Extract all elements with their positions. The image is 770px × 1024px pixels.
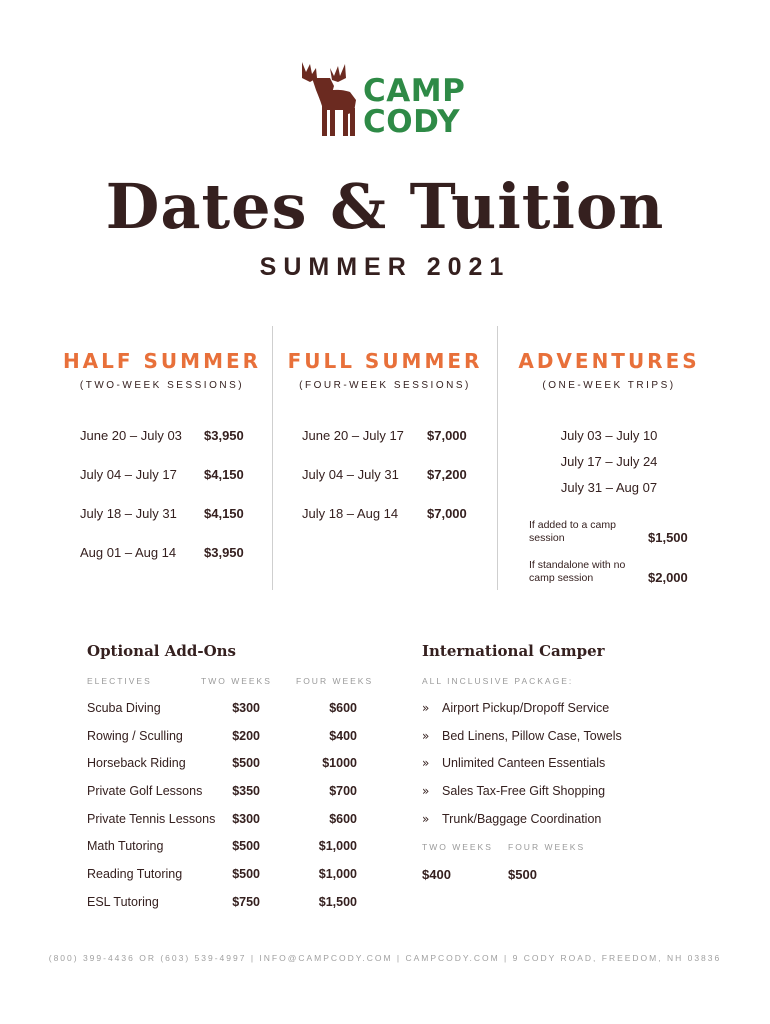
adventure-option-label: If standalone with no camp session [529, 559, 626, 584]
addon-name: Horseback Riding [87, 756, 186, 770]
half-row-dates: Aug 01 – Aug 14 [80, 545, 177, 560]
bullet-icon: » [422, 784, 430, 798]
full-row-dates: July 04 – July 31 [302, 467, 399, 482]
addon-name: Scuba Diving [87, 701, 161, 715]
addon-four: $600 [329, 701, 357, 715]
page-subtitle: SUMMER 2021 [259, 253, 511, 281]
divider-2 [497, 326, 498, 590]
half-summer-sub: (TWO-WEEK SESSIONS) [79, 380, 245, 391]
addons-col-two: TWO WEEKS [201, 676, 272, 686]
addon-two: $300 [232, 812, 260, 826]
package-item: Sales Tax-Free Gift Shopping [442, 784, 606, 798]
addon-name: Math Tutoring [87, 839, 164, 853]
half-row-price: $3,950 [204, 545, 244, 560]
bullet-icon: » [422, 756, 430, 770]
bullet-icon: » [422, 729, 430, 743]
international-price-two: $400 [422, 867, 451, 882]
adventure-date: July 17 – July 24 [560, 454, 658, 469]
full-summer-heading: FULL SUMMER [287, 349, 483, 373]
addon-name: ESL Tutoring [87, 895, 159, 909]
half-row-price: $4,150 [204, 467, 244, 482]
international-price-four: $500 [508, 867, 537, 882]
footer-contact: (800) 399-4436 OR (603) 539-4997 | INFO@CAMPCODY.COM | CAMPCODY.COM | 9 CODY ROAD, FREEDOM, NH 03836 [48, 953, 722, 963]
addon-two: $300 [232, 701, 260, 715]
bullet-icon: » [422, 812, 430, 826]
page-title: Dates & Tuition [105, 170, 665, 243]
international-package-label: ALL INCLUSIVE PACKAGE: [422, 676, 574, 686]
full-row-price: $7,000 [427, 428, 467, 443]
addon-two: $500 [232, 867, 260, 881]
addon-two: $750 [232, 895, 260, 909]
full-row-dates: July 18 – Aug 14 [302, 506, 399, 521]
addon-name: Private Golf Lessons [87, 784, 203, 798]
international-heading: International Camper [422, 642, 605, 660]
brand-line1: CAMP [363, 73, 466, 109]
addons-col-electives: ELECTIVES [87, 676, 152, 686]
bullet-icon: » [422, 701, 430, 715]
addon-two: $350 [232, 784, 260, 798]
addon-two: $200 [232, 729, 260, 743]
addon-two: $500 [232, 756, 260, 770]
addon-four: $1,500 [318, 895, 357, 909]
logo [290, 60, 358, 142]
half-summer-heading: HALF SUMMER [62, 349, 262, 373]
adventure-date: July 03 – July 10 [560, 428, 658, 443]
package-item: Airport Pickup/Dropoff Service [442, 701, 610, 715]
half-row-dates: July 18 – July 31 [80, 506, 177, 521]
package-item: Unlimited Canteen Essentials [442, 756, 606, 770]
international-col-two: TWO WEEKS [422, 842, 493, 852]
addon-name: Reading Tutoring [87, 867, 183, 881]
international-col-four: FOUR WEEKS [508, 842, 586, 852]
addon-four: $400 [329, 729, 357, 743]
addon-name: Rowing / Sculling [87, 729, 183, 743]
half-row-price: $4,150 [204, 506, 244, 521]
adventure-option-price: $2,000 [648, 570, 688, 585]
adventures-heading: ADVENTURES [518, 349, 700, 373]
addon-four: $1000 [322, 756, 357, 770]
divider-1 [272, 326, 273, 590]
addon-four: $700 [329, 784, 357, 798]
addon-four: $1,000 [318, 839, 357, 853]
moose-icon [290, 60, 358, 138]
package-item: Bed Linens, Pillow Case, Towels [442, 729, 622, 743]
adventures-sub: (ONE-WEEK TRIPS) [542, 380, 676, 391]
addon-name: Private Tennis Lessons [87, 812, 216, 826]
full-row-price: $7,000 [427, 506, 467, 521]
package-item: Trunk/Baggage Coordination [442, 812, 602, 826]
addon-two: $500 [232, 839, 260, 853]
full-summer-sub: (FOUR-WEEK SESSIONS) [299, 380, 471, 391]
full-row-dates: June 20 – July 17 [302, 428, 404, 443]
addons-heading: Optional Add-Ons [87, 642, 236, 660]
adventure-option-price: $1,500 [648, 530, 688, 545]
half-row-price: $3,950 [204, 428, 244, 443]
brand-line2: CODY [363, 104, 461, 140]
adventure-option-label: If added to a camp session [529, 519, 616, 544]
adventure-date: July 31 – Aug 07 [560, 480, 658, 495]
addon-four: $600 [329, 812, 357, 826]
half-row-dates: June 20 – July 03 [80, 428, 182, 443]
half-row-dates: July 04 – July 17 [80, 467, 177, 482]
addons-col-four: FOUR WEEKS [296, 676, 374, 686]
addon-four: $1,000 [318, 867, 357, 881]
full-row-price: $7,200 [427, 467, 467, 482]
